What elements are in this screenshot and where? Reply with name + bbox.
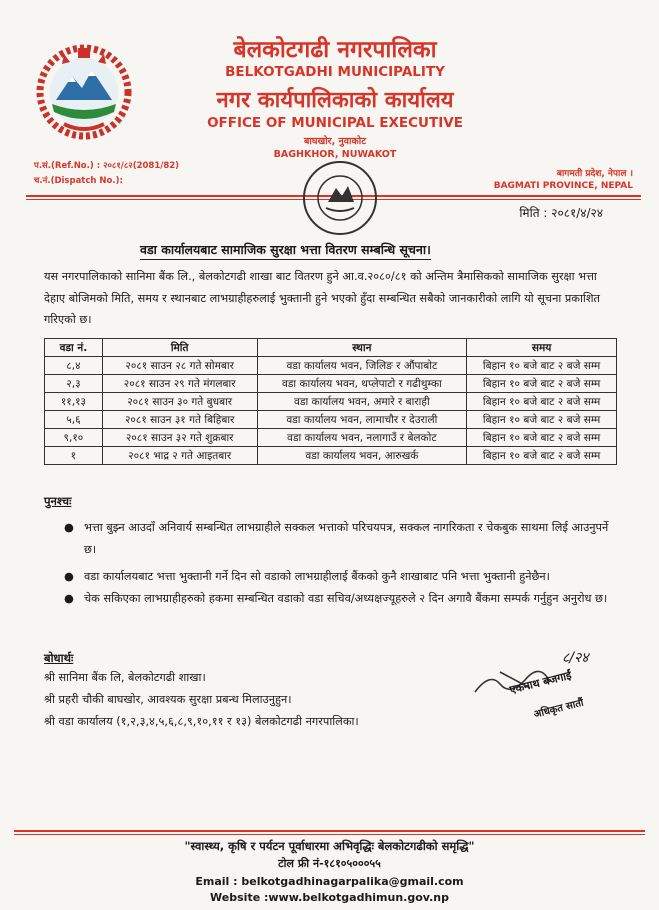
cc-item: श्री सानिमा बैंक लि, बेलकोटगढी शाखा।	[44, 671, 206, 684]
bullet-icon: ●	[64, 592, 74, 605]
cell-ward: २,३	[45, 375, 103, 393]
cell-date: २०८१ साउन २८ गते सोमबार	[102, 357, 257, 375]
footer-email[interactable]: Email : belkotgadhinagarpalika@gmail.com	[195, 875, 464, 888]
note-text: चेक सकिएका लाभग्राहीहरुको हकमा सम्बन्धित वडाको वडा सचिव/अध्यक्षज्यूहरुले २ दिन अगावै बैंकमा सम्पर्क गर्नुहुन अनुरोध छ।	[84, 592, 608, 605]
column-header-date: मिति	[102, 339, 257, 357]
municipality-name-nepali: बेलकोटगढी नगरपालिका	[233, 37, 437, 63]
cell-date: २०८१ साउन २९ गते मंगलबार	[102, 375, 257, 393]
cc-item: श्री वडा कार्यालय (१,२,३,४,५,६,८,९,१०,११ र १३) बेलकोटगढी नगरपालिका।	[44, 715, 359, 728]
office-name-english: OFFICE OF MUNICIPAL EXECUTIVE	[207, 115, 463, 131]
column-header-ward: वडा नं.	[45, 339, 103, 357]
table-row	[45, 447, 617, 465]
cell-place: वडा कार्यालय भवन, लामाचौर र देउराली	[257, 411, 467, 429]
cc-item: श्री प्रहरी चौकी बाघखोर, आवश्यक सुरक्षा प्रबन्ध मिलाउनुहुन।	[44, 693, 292, 706]
cell-date: २०८१ भाद्र २ गते आइतबार	[102, 447, 257, 465]
cell-ward: ९,१०	[45, 429, 103, 447]
signature-date-note: ८/२४	[562, 650, 589, 666]
cell-time: बिहान १० बजे बाट २ बजे सम्म	[467, 393, 617, 411]
bullet-icon: ●	[64, 570, 74, 583]
footer-website[interactable]: Website :www.belkotgadhimun.gov.np	[210, 891, 449, 904]
dispatch-number: च.नं.(Dispatch No.):	[34, 176, 123, 186]
cell-time: बिहान १० बजे बाट २ बजे सम्म	[467, 411, 617, 429]
municipality-name-english: BELKOTGADHI MUNICIPALITY	[225, 64, 445, 80]
cell-ward: ११,१३	[45, 393, 103, 411]
cell-place: वडा कार्यालय भवन, नलागाउँ र बेलकोट	[257, 429, 467, 447]
office-name-nepali: नगर कार्यपालिकाको कार्यालय	[216, 88, 454, 113]
column-header-time: समय	[467, 339, 617, 357]
footer-divider	[14, 830, 645, 832]
table-row	[45, 393, 617, 411]
cell-time: बिहान १० बजे बाट २ बजे सम्म	[467, 447, 617, 465]
notice-subject: वडा कार्यालयबाट सामाजिक सुरक्षा भत्ता वितरण सम्बन्धि सूचना।	[140, 241, 431, 260]
column-header-place: स्थान	[257, 339, 467, 357]
distribution-schedule-table	[44, 338, 617, 465]
signatory-name: एकनाथ बजगाईं	[508, 668, 573, 697]
signatory-designation: अधिकृत सातौं	[532, 697, 585, 721]
table-row	[45, 357, 617, 375]
office-stamp-icon	[300, 158, 380, 238]
municipality-emblem-logo	[34, 40, 134, 140]
table-header-row	[45, 339, 617, 357]
cell-time: बिहान १० बजे बाट २ बजे सम्म	[467, 375, 617, 393]
footer-divider-thin	[14, 834, 645, 835]
footer-tollfree: टोल फ्री नं-१८१०५०००५५	[278, 857, 381, 870]
footer-slogan: "स्वास्थ्य, कृषि र पर्यटन पूर्वाधारमा अभिवृद्धिः बेलकोटगढीको समृद्धि"	[184, 839, 475, 853]
cell-ward: ८,४	[45, 357, 103, 375]
cell-date: २०८१ साउन ३१ गते बिहिबार	[102, 411, 257, 429]
cell-ward: ५,६	[45, 411, 103, 429]
postscript-heading: पुनश्चः	[44, 494, 72, 508]
cell-place: वडा कार्यालय भवन, अमारे र बाराही	[257, 393, 467, 411]
bullet-icon: ●	[64, 521, 74, 534]
cell-date: २०८१ साउन ३२ गते शुक्रबार	[102, 429, 257, 447]
cell-time: बिहान १० बजे बाट २ बजे सम्म	[467, 429, 617, 447]
note-item	[64, 588, 619, 610]
cell-date: २०८१ साउन ३० गते बुधबार	[102, 393, 257, 411]
province-english: BAGMATI PROVINCE, NEPAL	[493, 181, 633, 191]
note-text: वडा कार्यालयबाट भत्ता भुक्तानी गर्ने दिन सो वडाको लाभग्राहीलाई बैंकको कुनै शाखाबाट पनि भत्ता भुक्तानी हुनेछैन।	[84, 570, 550, 583]
table-row	[45, 429, 617, 447]
reference-number: प.सं.(Ref.No.) : २०८१/८२(2081/82)	[34, 161, 180, 171]
notice-body-paragraph: यस नगरपालिकाको सानिमा बैंक लि., बेलकोटगढी शाखा बाट वितरण हुने आ.व.२०८०/८१ को अन्तिम त्रैमासिकको सामाजिक सुरक्षा भत्ता देहाए बोजिमको मिति, समय र स्थानबाट लाभग्राहीहरुलाई भुक्तानी हुने भएको हुँदा सम्बन्धित सबैको जानकारीको लागि यो सूचना प्रकाशित गरिएको छ।	[44, 270, 600, 326]
place-english: BAGHKHOR, NUWAKOT	[273, 149, 397, 160]
table-row	[45, 375, 617, 393]
place-nepali: बाघखोर, नुवाकोट	[303, 136, 367, 147]
note-text: भत्ता बुझ्न आउदाँ अनिवार्य सम्बन्धित लाभग्राहीले सक्कल भत्ताको परिचयपत्र, सक्कल नागरिकता र चेकबुक साथमा लिई आउनुपर्ने छ।	[84, 521, 609, 556]
cell-place: वडा कार्यालय भवन, आरुखर्क	[257, 447, 467, 465]
cell-time: बिहान १० बजे बाट २ बजे सम्म	[467, 357, 617, 375]
province-nepali: बागमती प्रदेश, नेपाल ।	[556, 169, 633, 179]
cc-heading: बोधार्थः	[44, 651, 74, 665]
note-item	[64, 517, 619, 561]
cell-ward: १	[45, 447, 103, 465]
cell-place: वडा कार्यालय भवन, थप्लेपाटो र गढीथुम्का	[257, 375, 467, 393]
table-row	[45, 411, 617, 429]
note-item	[64, 566, 619, 588]
cell-place: वडा कार्यालय भवन, जिलिङ र औंपाबोट	[257, 357, 467, 375]
letter-date: मिति : २०८१/४/२४	[519, 206, 603, 220]
